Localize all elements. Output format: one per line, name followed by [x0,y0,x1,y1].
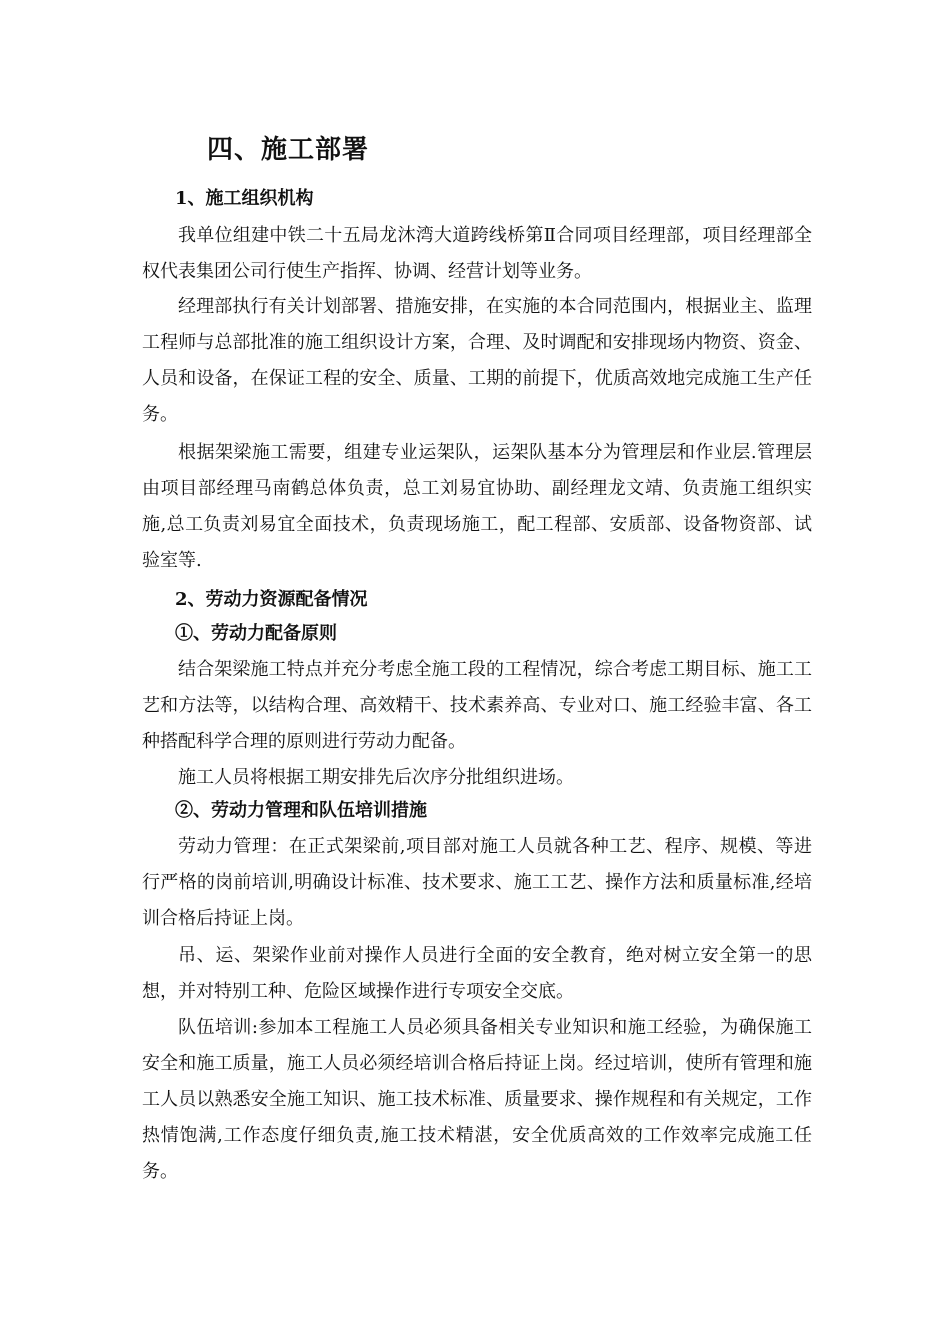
paragraph-manager-duties: 经理部执行有关计划部署、措施安排，在实施的本合同范围内，根据业主、监理工程师与总部批准的施工组织设计方案，合理、及时调配和安排现场内物资、资金、人员和设备，在保证工程的安全、质量、工期的前提下，优质高效地完成施工生产任务。 [142,296,812,425]
paragraph-labor-principle: 结合架梁施工特点并充分考虑全施工段的工程情况，综合考虑工期目标、施工工艺和方法等，以结构合理、高效精干、技术素养高、专业对口、施工经验丰富、各工种搭配科学合理的原则进行劳动力配备。 [142,659,812,752]
paragraph-labor-management: 劳动力管理：在正式架梁前,项目部对施工人员就各种工艺、程序、规模、等进行严格的岗前培训,明确设计标准、技术要求、施工工艺、操作方法和质量标准,经培训合格后持证上岗。 [142,836,812,929]
paragraph-team-training: 队伍培训:参加本工程施工人员必须具备相关专业知识和施工经验，为确保施工安全和施工质量，施工人员必须经培训合格后持证上岗。经过培训，使所有管理和施工人员以熟悉安全施工知识、施工技术标准、质量要求、操作规程和有关规定，工作热情饱满,工作态度仔细负责,施工技术精湛，安全优质高效的工作效率完成施工任务。 [142,1017,812,1182]
subheading-labor-principle: ①、劳动力配备原则 [175,623,337,644]
paragraph-entry-schedule: 施工人员将根据工期安排先后次序分批组织进场。 [178,767,574,788]
paragraph-organization-intro: 我单位组建中铁二十五局龙沐湾大道跨线桥第Ⅱ合同项目经理部，项目经理部全权代表集团公司行使生产指挥、协调、经营计划等业务。 [142,225,812,282]
section-heading-labor: 2、劳动力资源配备情况 [175,589,368,610]
paragraph-safety-education: 吊、运、架梁作业前对操作人员进行全面的安全教育，绝对树立安全第一的思想，并对特别工种、危险区域操作进行专项安全交底。 [142,945,812,1002]
page-title: 四、施工部署 [207,135,370,165]
section-heading-organization: 1、施工组织机构 [175,188,314,209]
paragraph-team-structure: 根据架梁施工需要，组建专业运架队，运架队基本分为管理层和作业层.管理层由项目部经理马南鹤总体负责，总工刘易宜协助、副经理龙文靖、负责施工组织实施,总工负责刘易宜全面技术，负责现场施工，配工程部、安质部、设备物资部、试验室等. [142,442,812,571]
subheading-labor-training: ②、劳动力管理和队伍培训措施 [175,800,427,821]
